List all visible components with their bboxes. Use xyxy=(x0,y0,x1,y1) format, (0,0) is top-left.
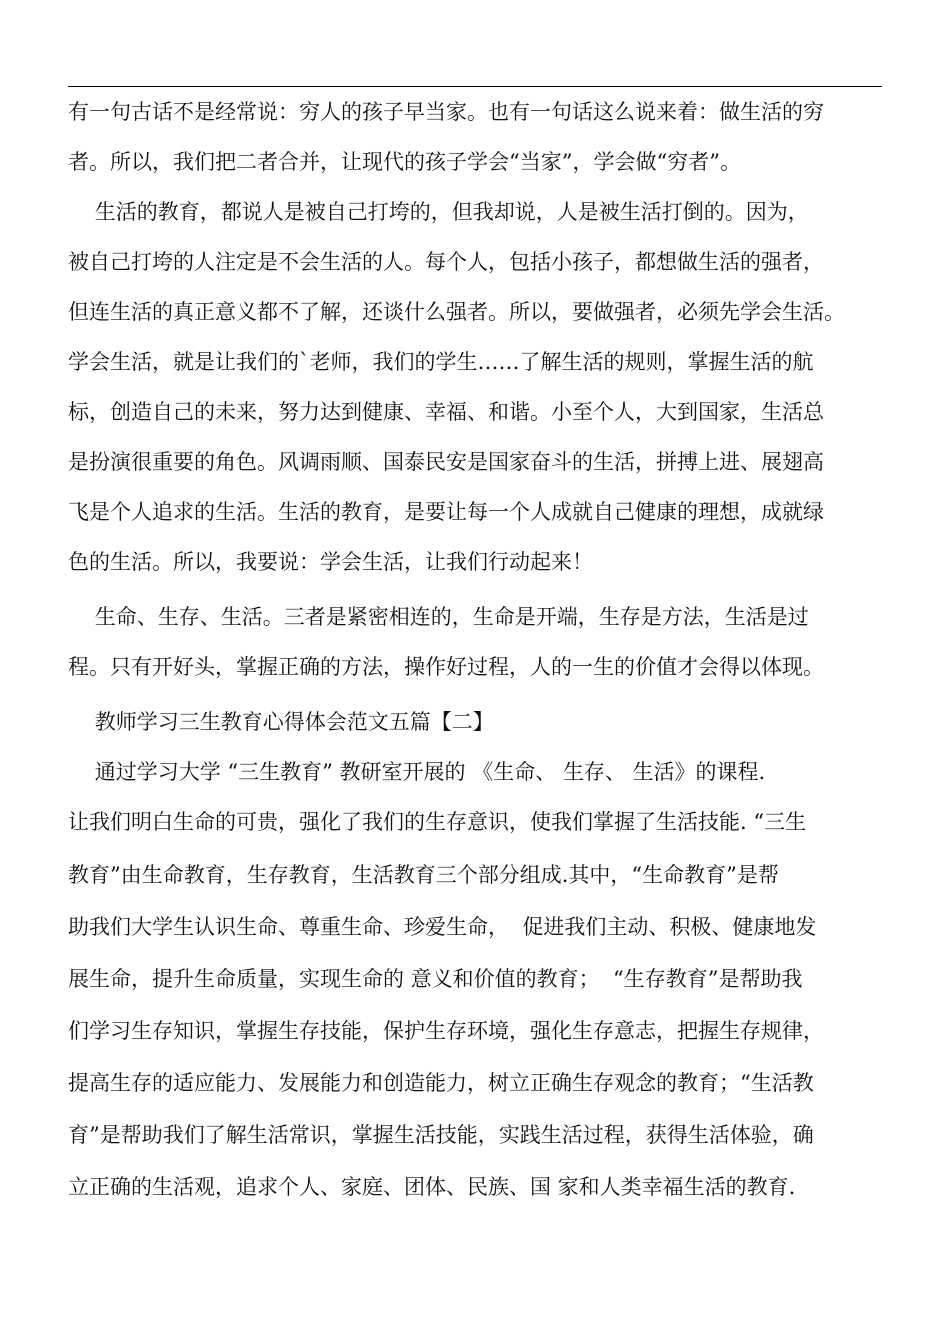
text-line: 飞是个人追求的生活。生活的教育，是要让每一个人成就自己健康的理想，成就绿 xyxy=(68,500,824,524)
text-line: 有一句古话不是经常说：穷人的孩子早当家。也有一句话这么说来着：做生活的穷 xyxy=(68,100,824,124)
text-line: 展生命，提升生命质量，实现生命的 意义和价值的教育； “生存教育”是帮助我 xyxy=(68,967,803,991)
text-line: 标，创造自己的未来，努力达到健康、幸福、和谐。小至个人，大到国家，生活总 xyxy=(68,400,824,424)
text-line: 通过学习大学 “三生教育” 教研室开展的 《生命、 生存、 生活》的课程. xyxy=(68,760,766,784)
text-line: 育”是帮助我们了解生活常识，掌握生活技能，实践生活过程，获得生活体验，确 xyxy=(68,1123,814,1147)
text-line: 学会生活，就是让我们的`老师，我们的学生……了解生活的规则，掌握生活的航 xyxy=(68,350,814,374)
text-line: 被自己打垮的人注定是不会生活的人。每个人，包括小孩子，都想做生活的强者， xyxy=(68,250,824,274)
text-line: 提高生存的适应能力、发展能力和创造能力，树立正确生存观念的教育；“生活教 xyxy=(68,1071,814,1095)
text-line: 色的生活。所以，我要说：学会生活，让我们行动起来！ xyxy=(68,550,593,574)
text-line: 立正确的生活观，追求个人、家庭、团体、民族、国 家和人类幸福生活的教育. xyxy=(68,1175,796,1199)
text-line: 者。所以，我们把二者合并，让现代的孩子学会“当家”，学会做“穷者”。 xyxy=(68,150,741,174)
text-line: 让我们明白生命的可贵，强化了我们的生存意识，使我们掌握了生活技能. “三生 xyxy=(68,810,807,834)
text-line: 是扮演很重要的角色。风调雨顺、国泰民安是国家奋斗的生活，拼搏上进、展翅高 xyxy=(68,450,824,474)
text-line: 程。只有开好头，掌握正确的方法，操作好过程，人的一生的价值才会得以体现。 xyxy=(68,655,824,679)
header-rule xyxy=(68,86,882,87)
text-line: 们学习生存知识，掌握生存技能，保护生存环境，强化生存意志，把握生存规律， xyxy=(68,1019,824,1043)
text-line: 教育”由生命教育，生存教育，生活教育三个部分组成.其中，“生命教育”是帮 xyxy=(68,863,779,887)
text-line: 生命、生存、生活。三者是紧密相连的，生命是开端，生存是方法，生活是过 xyxy=(68,605,809,629)
text-line: 助我们大学生认识生命、尊重生命、珍爱生命， 促进我们主动、积极、健康地发 xyxy=(68,915,817,939)
section-heading: 教师学习三生教育心得体会范文五篇【二】 xyxy=(68,710,494,734)
text-line: 生活的教育，都说人是被自己打垮的，但我却说，人是被生活打倒的。因为， xyxy=(68,200,809,224)
text-line: 但连生活的真正意义都不了解，还谈什么强者。所以，要做强者，必须先学会生活。 xyxy=(68,300,845,324)
